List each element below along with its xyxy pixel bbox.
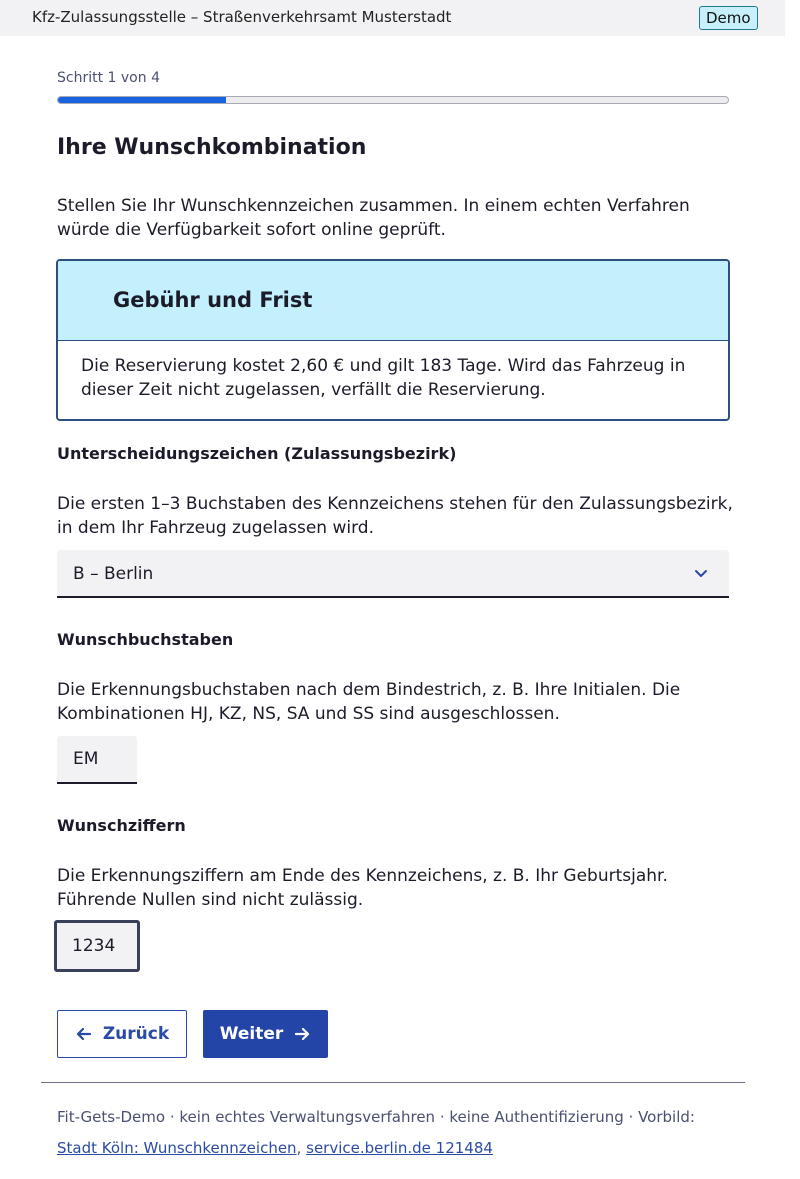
chevron-down-icon [693,565,709,581]
letters-label: Wunschbuchstaben [57,630,234,649]
letters-hint: Die Erkennungsbuchstaben nach dem Bindestrich, z. B. Ihre Initialen. Die Kombinationen HJ, KZ, NS, SA und SS sind ausgeschlossen. [57,680,681,724]
footer-divider [41,1082,745,1083]
footer-link-berlin[interactable]: service.berlin.de 121484 [306,1139,493,1157]
footer-text: Fit-Gets-Demo · kein echtes Verwaltungsverfahren · keine Authentifizierung · Vorbild: [57,1108,695,1126]
agency-title: Kfz-Zulassungsstelle – Straßenverkehrsamt Musterstadt [32,8,452,26]
digits-label: Wunschziffern [57,816,186,835]
footer-separator: , [296,1139,302,1157]
district-label: Unterscheidungszeichen (Zulassungsbezirk) [57,444,457,463]
callout-title: Gebühr und Frist [113,288,313,312]
arrow-left-icon [75,1025,93,1043]
district-hint: Die ersten 1–3 Buchstaben des Kennzeichens stehen für den Zulassungsbezirk, in dem Ihr Fahrzeug zugelassen wird. [57,494,733,538]
district-select-value: B – Berlin [73,564,154,584]
callout-header [58,261,728,341]
intro-text: Stellen Sie Ihr Wunschkennzeichen zusammen. In einem echten Verfahren würde die Verfügbarkeit sofort online geprüft. [57,196,690,240]
demo-badge: Demo [699,6,758,30]
next-button[interactable] [203,1010,328,1058]
progress-bar [57,96,729,104]
progress-fill [58,97,226,103]
district-select[interactable] [57,550,729,598]
digits-hint: Die Erkennungsziffern am Ende des Kennzeichens, z. B. Ihr Geburtsjahr. Führende Nullen sind nicht zulässig. [57,866,668,910]
letters-input[interactable] [57,736,137,784]
arrow-right-icon [293,1025,311,1043]
top-bar [0,0,785,36]
back-button-label: Zurück [102,1024,170,1044]
callout-body: Die Reservierung kostet 2,60 € und gilt 183 Tage. Wird das Fahrzeug in dieser Zeit nicht zugelassen, verfällt die Reservierung. [81,356,686,400]
step-indicator: Schritt 1 von 4 [57,70,160,86]
fee-callout [56,259,730,421]
next-button-label: Weiter [219,1024,284,1044]
back-button[interactable] [57,1010,187,1058]
footer-links [57,1139,493,1157]
page-title: Ihre Wunschkombination [57,135,367,160]
footer-link-koeln[interactable]: Stadt Köln: Wunschkennzeichen [57,1139,297,1157]
digits-input[interactable] [54,920,140,972]
